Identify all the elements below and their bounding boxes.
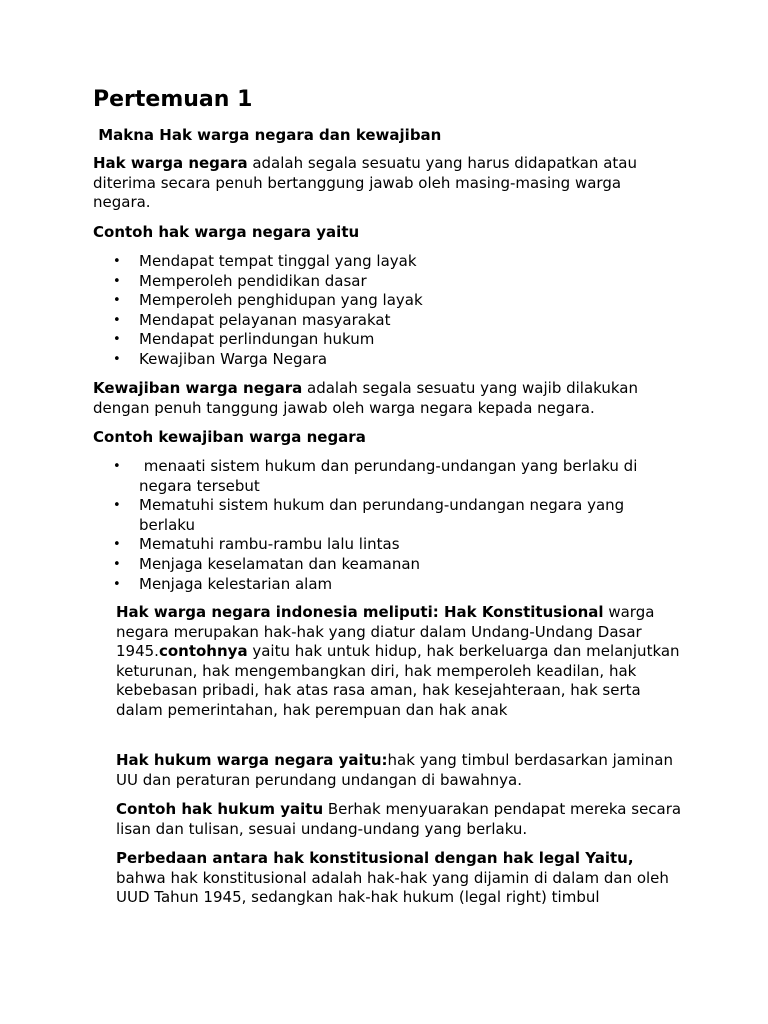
list-item-text: Mendapat perlindungan hukum: [139, 330, 375, 349]
list-item: [93, 575, 663, 595]
list-item: [93, 330, 663, 350]
hak-hukum-term: Hak hukum warga negara yaitu:: [116, 751, 388, 769]
contoh-hak-hukum-term: Contoh hak hukum yaitu: [116, 800, 324, 818]
list-item-text: Mematuhi rambu-rambu lalu lintas: [139, 535, 400, 554]
list-item: [93, 350, 663, 370]
bullet-icon: •: [113, 351, 121, 367]
bullet-icon: •: [113, 556, 121, 572]
list-item-text: menaati sistem hukum dan perundang-undangan yang berlaku di negara tersebut: [139, 457, 643, 495]
list-item: [93, 457, 663, 496]
list-item: [93, 496, 663, 535]
list-item: [93, 311, 663, 331]
list-item-text: Mendapat tempat tinggal yang layak: [139, 252, 417, 270]
bullet-icon: •: [113, 576, 121, 592]
perbedaan-text: bahwa hak konstitusional adalah hak-hak yang dijamin di dalam dan oleh UUD Tahun 1945, sedangkan hak-hak hukum (legal right) timbul: [116, 868, 669, 907]
bullet-icon: •: [113, 254, 121, 269]
list-item-text: Memperoleh penghidupan yang layak: [139, 291, 423, 310]
list-item-text: Kewajiban Warga Negara: [139, 349, 328, 368]
contohnya-text: yaitu hak untuk hidup, hak berkeluarga dan melanjutkan keturunan, hak mengembangkan diri, hak memperoleh keadilan, hak kebebasan pribadi, hak atas rasa aman, hak kesejahteraan, hak serta dalam pemerintahan, hak perempuan dan hak anak: [116, 642, 680, 719]
section-subtitle: Makna Hak warga negara dan kewajiban: [93, 126, 442, 144]
list-item: [93, 272, 663, 292]
hak-indonesia-paragraph: [116, 603, 686, 721]
bullet-icon: •: [113, 498, 121, 514]
kewajiban-definition-paragraph: [93, 379, 683, 418]
contoh-kewajiban-list: [93, 457, 663, 594]
bullet-icon: •: [113, 459, 121, 474]
list-item: [93, 252, 663, 272]
kewajiban-definition-text: adalah segala sesuatu yang wajib dilakukan dengan penuh tanggung jawab oleh warga negara kepada negara.: [93, 379, 639, 417]
perbedaan-term: Perbedaan antara hak konstitusional dengan hak legal Yaitu,: [116, 849, 634, 867]
bullet-icon: •: [113, 273, 121, 289]
bullet-icon: •: [113, 293, 121, 309]
contoh-hak-hukum-paragraph: [116, 800, 686, 839]
list-item-text: Memperoleh pendidikan dasar: [139, 271, 367, 290]
contoh-hak-list: [93, 252, 663, 370]
kewajiban-definition-term: Kewajiban warga negara: [93, 379, 303, 397]
bullet-icon: •: [113, 537, 121, 553]
contoh-hak-heading: Contoh hak warga negara yaitu: [93, 223, 360, 241]
contoh-kewajiban-heading: Contoh kewajiban warga negara: [93, 428, 366, 446]
list-item-text: Mematuhi sistem hukum dan perundang-undangan negara yang berlaku: [139, 496, 625, 534]
hak-definition-term: Hak warga negara: [93, 154, 248, 172]
hak-indonesia-text: warga negara merupakan hak-hak yang diatur dalam Undang-Undang Dasar 1945.: [116, 603, 655, 661]
hak-definition-text: adalah segala sesuatu yang harus didapatkan atau diterima secara penuh bertanggung jawab oleh masing-masing warga negara.: [93, 154, 637, 212]
page-title: Pertemuan 1: [93, 87, 253, 112]
list-item-text: Mendapat pelayanan masyarakat: [139, 310, 391, 329]
list-item: [93, 535, 663, 555]
hak-indonesia-term: Hak warga negara indonesia meliputi: Hak Konstitusional: [116, 603, 604, 621]
list-item: [93, 555, 663, 575]
hak-definition-paragraph: [93, 154, 683, 213]
list-item-text: Menjaga kelestarian alam: [139, 574, 333, 593]
hak-hukum-text: hak yang timbul berdasarkan jaminan UU dan peraturan perundang undangan di bawahnya.: [116, 751, 673, 789]
contohnya-term: contohnya: [158, 642, 248, 661]
bullet-icon: •: [113, 312, 121, 328]
list-item-text: Menjaga keselamatan dan keamanan: [139, 554, 421, 573]
hak-hukum-paragraph: [116, 751, 686, 790]
contoh-hak-hukum-text: Berhak menyuarakan pendapat mereka secara lisan dan tulisan, sesuai undang-undang yang berlaku.: [116, 800, 682, 838]
perbedaan-paragraph: [116, 849, 686, 908]
bullet-icon: •: [113, 332, 121, 348]
list-item: [93, 291, 663, 311]
